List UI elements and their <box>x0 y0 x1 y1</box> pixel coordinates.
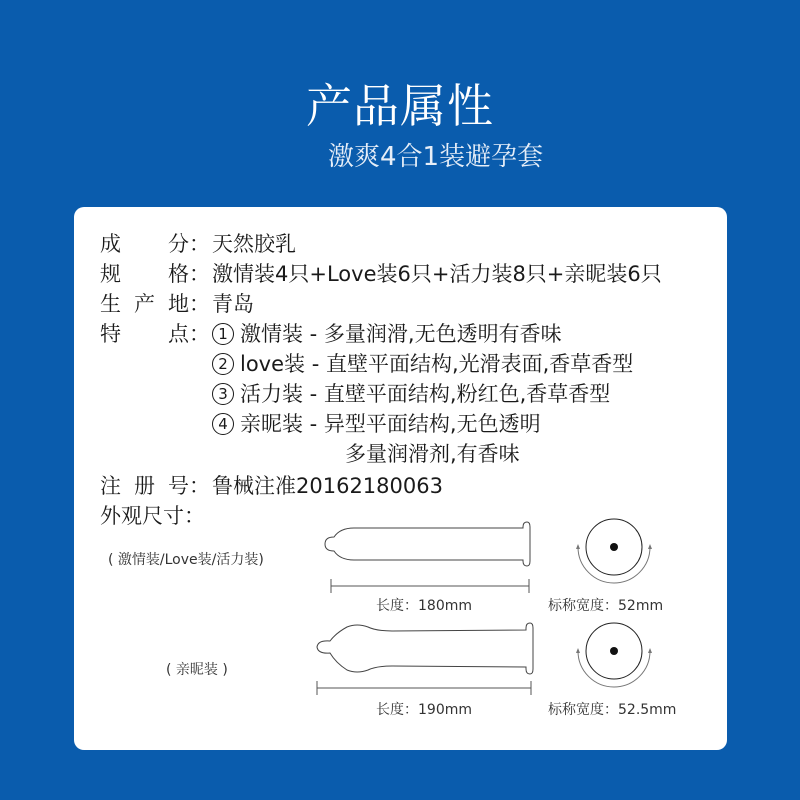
width-circle-diagram <box>574 517 654 587</box>
contoured-shape-diagram <box>312 619 537 681</box>
feature-item-4-continuation: 多量润滑剂,有香味 <box>345 442 520 466</box>
width-label: 标称宽度：52mm <box>548 598 664 614</box>
feature-item-1 <box>212 319 562 349</box>
feature-item-3 <box>212 379 610 409</box>
length-dimension-line <box>330 579 530 593</box>
length-label: 长度：190mm <box>376 702 472 718</box>
width-label: 标称宽度：52.5mm <box>548 702 677 718</box>
feature-text: 活力装 - 直壁平面结构,粉红色,香草香型 <box>240 382 611 406</box>
label-char: 册 <box>134 474 155 498</box>
circled-number: 3 <box>212 383 234 405</box>
attr-value: 鲁械注准20162180063 <box>212 474 443 498</box>
attr-value: 青岛 <box>212 292 254 316</box>
label-char: 分： <box>168 232 210 256</box>
label-char: 特 <box>100 322 121 346</box>
attr-label: 外观尺寸： <box>100 504 205 528</box>
attributes-panel <box>74 207 727 750</box>
variant-note: ( 亲昵装 ) <box>166 662 228 678</box>
variant-note: ( 激情装/Love装/活力装) <box>108 552 264 568</box>
feature-text: 激情装 - 多量润滑,无色透明有香味 <box>240 322 562 346</box>
attr-value: 激情装4只+Love装6只+活力装8只+亲昵装6只 <box>212 262 662 286</box>
length-dimension-line <box>316 681 532 695</box>
label-char: 产 <box>134 292 155 316</box>
circled-number: 2 <box>212 353 234 375</box>
feature-text: 亲昵装 - 异型平面结构,无色透明 <box>240 412 541 436</box>
label-char: 格： <box>168 262 210 286</box>
circled-number: 4 <box>212 413 234 435</box>
label-char: 注 <box>100 474 121 498</box>
straight-shape-diagram <box>324 519 534 569</box>
label-char: 规 <box>100 262 121 286</box>
feature-text: love装 - 直壁平面结构,光滑表面,香草香型 <box>240 352 634 376</box>
label-char: 生 <box>100 292 121 316</box>
page-title: 产品属性 <box>306 79 494 133</box>
attr-dimensions <box>100 501 205 531</box>
label-char: 地： <box>168 292 210 316</box>
product-subtitle: 激爽4合1装避孕套 <box>328 142 544 172</box>
feature-item-2 <box>212 349 633 379</box>
attr-value: 天然胶乳 <box>212 232 296 256</box>
label-char: 号： <box>168 474 210 498</box>
feature-item-4 <box>212 409 541 439</box>
circled-number: 1 <box>212 323 234 345</box>
length-label: 长度：180mm <box>376 598 472 614</box>
label-char: 点： <box>168 322 210 346</box>
label-char: 成 <box>100 232 121 256</box>
width-circle-diagram <box>574 621 654 691</box>
